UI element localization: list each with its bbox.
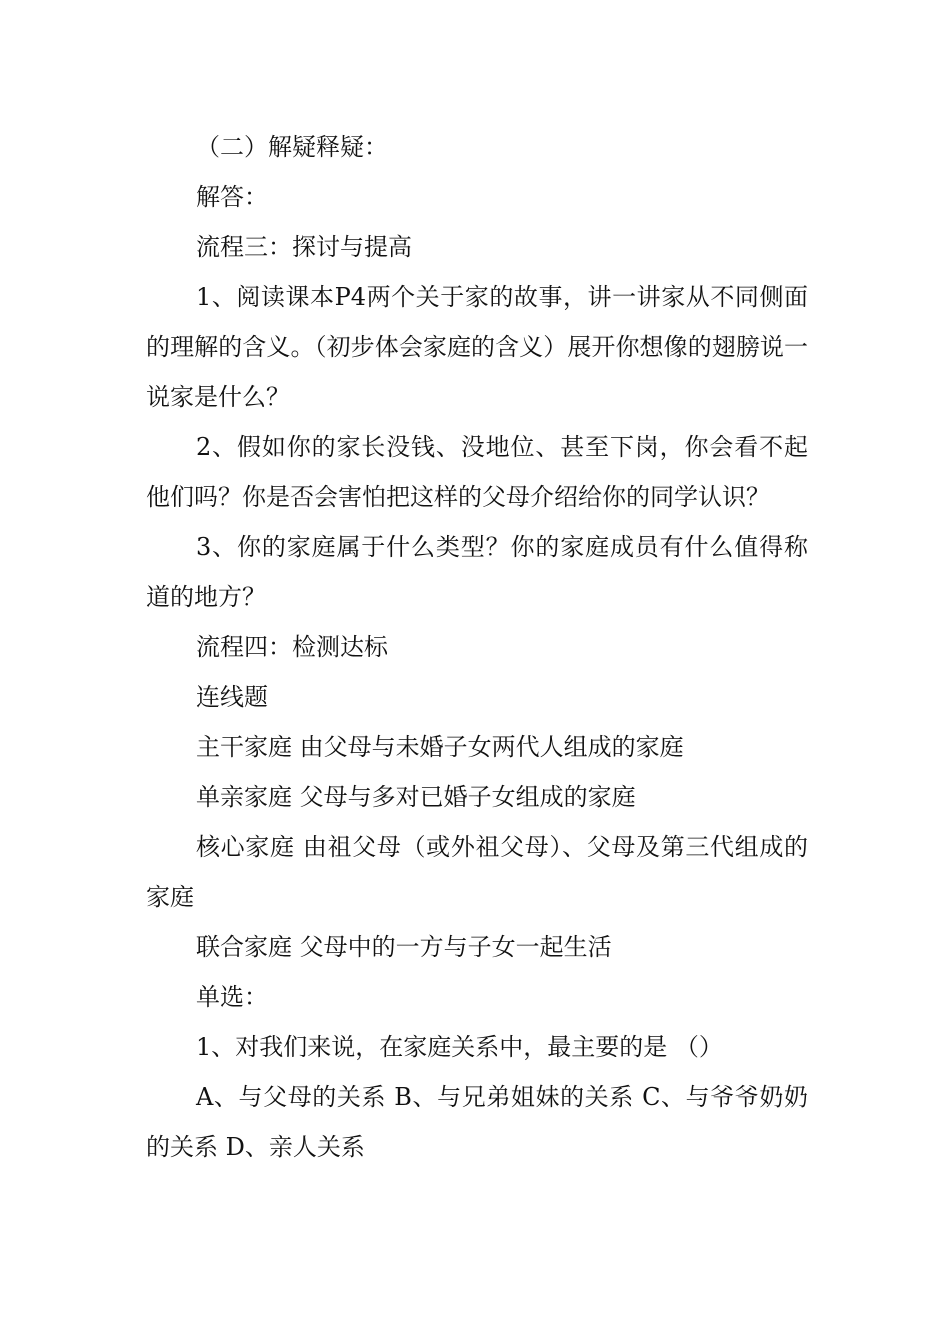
question-3-paragraph: 3、你的家庭属于什么类型？你的家庭成员有什么值得称道的地方？ [146,533,808,611]
question-2-paragraph: 2、假如你的家长没钱、没地位、甚至下岗，你会看不起他们吗？你是否会害怕把这样的父母介绍给你的同学认识？ [146,433,808,511]
matching-item-stem-family: 主干家庭 由父母与未婚子女两代人组成的家庭 [196,733,684,761]
single-choice-options: A、与父母的关系 B、与兄弟姐妹的关系 C、与爷爷奶奶的关系 D、亲人关系 [146,1083,808,1161]
single-choice-question-1: 1、对我们来说，在家庭关系中，最主要的是 （） [196,1033,723,1061]
matching-item-single-parent-family: 单亲家庭 父母与多对已婚子女组成的家庭 [196,783,636,811]
matching-item-nuclear-family: 核心家庭 由祖父母（或外祖父母）、父母及第三代组成的家庭 [146,833,808,911]
section-heading-resolve-doubts: （二）解疑释疑： [196,133,388,161]
question-1-paragraph: 1、阅读课本P4两个关于家的故事，讲一讲家从不同侧面的理解的含义。（初步体会家庭的含义）展开你想像的翅膀说一说家是什么？ [146,283,808,411]
answer-label: 解答： [196,183,268,211]
single-choice-title: 单选： [196,983,268,1011]
section-heading-process-four: 流程四：检测达标 [196,633,388,661]
section-heading-process-three: 流程三：探讨与提高 [196,233,412,261]
matching-item-joint-family: 联合家庭 父母中的一方与子女一起生活 [196,933,612,961]
document-body [146,122,808,1172]
matching-title: 连线题 [196,683,268,711]
